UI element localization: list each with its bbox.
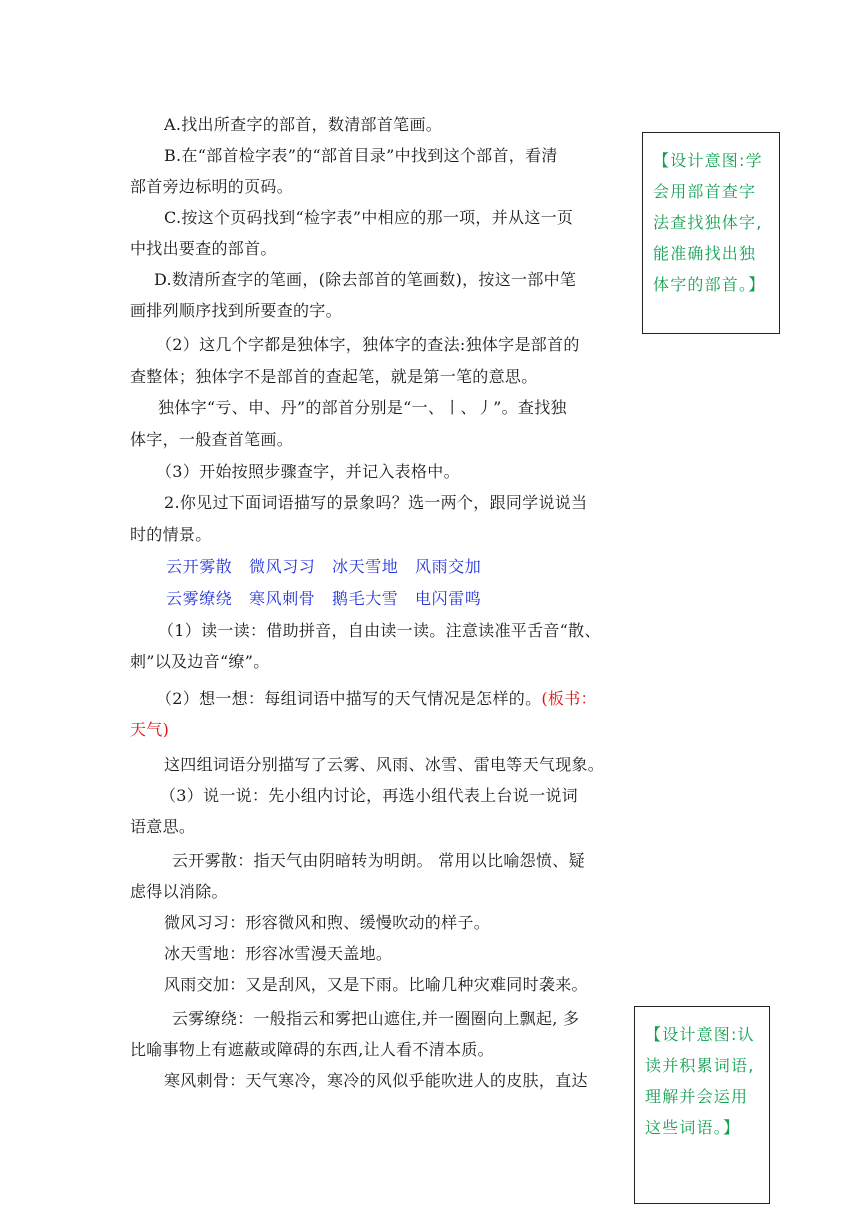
question-2-text-cont: 时的情景。 xyxy=(130,525,212,544)
think-step-text xyxy=(156,689,597,709)
think-step-label: （2）想一想：每组词语中描写的天气情况是怎样的。 xyxy=(156,689,542,708)
definition-3: 冰天雪地：形容冰雪漫天盖地。 xyxy=(164,944,393,963)
step-a-text: A.找出所查字的部首，数清部首笔画。 xyxy=(164,115,443,134)
design-intent-1-line: 【设计意图:学 xyxy=(653,151,763,170)
design-intent-box-1 xyxy=(642,132,780,334)
definition-4: 风雨交加：又是刮风，又是下雨。比喻几种灾难同时袭来。 xyxy=(164,975,588,994)
step-b-text-cont: 部首旁边标明的页码。 xyxy=(130,177,294,196)
design-intent-1-line: 能准确找出独 xyxy=(653,244,757,263)
definition-1: 云开雾散：指天气由阴暗转为明朗。 常用以比喻怨愤、疑 xyxy=(172,851,585,870)
speak-step-text-cont: 语意思。 xyxy=(130,817,196,836)
design-intent-box-2 xyxy=(634,1006,770,1204)
design-intent-2-line: 读并积累词语, xyxy=(645,1056,755,1075)
vocab-row-1: 云开雾散 微风习习 冰天雪地 风雨交加 xyxy=(166,557,482,576)
radical-text-cont: 体字，一般查首笔画。 xyxy=(130,430,294,449)
step-b-text: B.在“部首检字表”的“部首目录”中找到这个部首，看清 xyxy=(164,146,558,165)
definition-1-cont: 虑得以消除。 xyxy=(130,882,228,901)
definition-5: 云雾缭绕：一般指云和雾把山遮住,并一圈圈向上飘起, 多 xyxy=(172,1009,580,1028)
step-d-text: D.数清所查字的笔画，(除去部首的笔画数)，按这一部中笔 xyxy=(154,270,577,289)
design-intent-1-line: 体字的部首。】 xyxy=(653,275,766,294)
board-note: (板书： xyxy=(541,689,597,708)
question-2-text: 2.你见过下面词语描写的景象吗？选一两个，跟同学说说当 xyxy=(164,493,588,512)
read-step-text-cont: 刺”以及边音“缭”。 xyxy=(130,652,270,671)
speak-step-text: （3）说一说：先小组内讨论，再选小组代表上台说一说词 xyxy=(160,786,578,805)
design-intent-1-line: 法查找独体字, xyxy=(653,213,763,232)
design-intent-2-line: 【设计意图:认 xyxy=(645,1025,755,1044)
summary-text: 这四组词语分别描写了云雾、风雨、冰雪、雷电等天气现象。 xyxy=(164,755,605,774)
radical-text: 独体字“亏、申、丹”的部首分别是“一、丨、丿”。查找独 xyxy=(158,398,567,417)
point-3-text: （3）开始按照步骤查字，并记入表格中。 xyxy=(156,462,460,481)
design-intent-1-line: 会用部首查字 xyxy=(653,182,757,201)
definition-5-cont: 比喻事物上有遮蔽或障碍的东西,让人看不清本质。 xyxy=(130,1040,494,1059)
definition-6: 寒风刺骨：天气寒冷，寒冷的风似乎能吹进人的皮肤，直达 xyxy=(164,1071,588,1090)
definition-2: 微风习习：形容微风和煦、缓慢吹动的样子。 xyxy=(164,913,491,932)
point-2-text: （2）这几个字都是独体字，独体字的查法:独体字是部首的 xyxy=(156,335,580,354)
vocab-row-2: 云雾缭绕 寒风刺骨 鹅毛大雪 电闪雷鸣 xyxy=(166,589,482,608)
design-intent-2-line: 理解并会运用 xyxy=(645,1087,749,1106)
step-c-text-cont: 中找出要查的部首。 xyxy=(130,239,277,258)
point-2-text-cont: 查整体；独体字不是部首的查起笔，就是第一笔的意思。 xyxy=(130,367,538,386)
board-note-cont: 天气) xyxy=(130,720,170,739)
step-d-text-cont: 画排列顺序找到所要查的字。 xyxy=(130,301,342,320)
design-intent-2-line: 这些词语。】 xyxy=(645,1118,741,1137)
step-c-text: C.按这个页码找到“检字表”中相应的那一项，并从这一页 xyxy=(164,208,574,227)
read-step-text: （1）读一读：借助拼音，自由读一读。注意读准平舌音“散、 xyxy=(158,621,601,640)
